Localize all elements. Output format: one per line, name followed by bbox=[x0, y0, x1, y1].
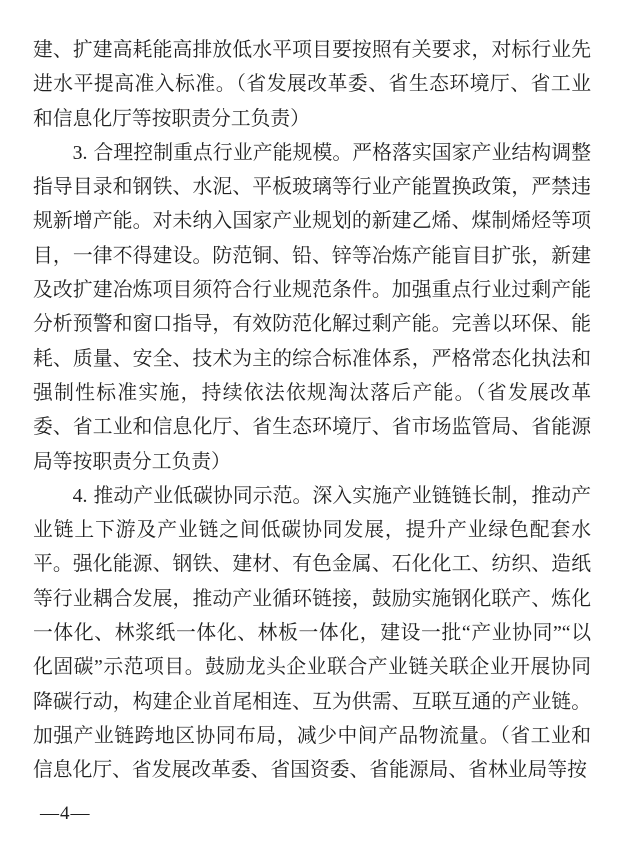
paragraph-item-3 bbox=[33, 136, 591, 479]
item-4-number: 4. bbox=[72, 484, 88, 507]
item-3-number: 3. bbox=[72, 141, 88, 164]
item-4-title: 推动产业低碳协同示范。 bbox=[93, 484, 313, 507]
paragraph-continuation: 建、扩建高耗能高排放低水平项目要按照有关要求，对标行业先进水平提高准入标准。（省发展改革委、省生态环境厅、省工业和信息化厅等按职责分工负责） bbox=[33, 39, 591, 130]
paragraph-item-4 bbox=[33, 479, 591, 788]
item-4-text: 深入实施产业链链长制，推动产业链上下游及产业链之间低碳协同发展，提升产业绿色配套水平。强化能源、钢铁、建材、有色金属、石化化工、纺织、造纸等行业耦合发展，推动产业循环链接，鼓励实施钢化联产、炼化一体化、林浆纸一体化、林板一体化，建设一批“产业协同”“以化固碳”示范项目。鼓励龙头企业联合产业链关联企业开展协同降碳行动，构建企业首尾相连、互为供需、互联互通的产业链。加强产业链跨地区协同布局，减少中间产品物流量。（省工业和信息化厅、省发展改革委、省国资委、省能源局、省林业局等按 bbox=[33, 484, 591, 782]
item-3-title: 合理控制重点行业产能规模。 bbox=[93, 141, 353, 164]
item-3-text: 严格落实国家产业结构调整指导目录和钢铁、水泥、平板玻璃等行业产能置换政策，严禁违规新增产能。对未纳入国家产业规划的新建乙烯、煤制烯烃等项目，一律不得建设。防范铜、铅、锌等冶炼产能盲目扩张，新建及改扩建冶炼项目须符合行业规范条件。加强重点行业过剩产能分析预警和窗口指导，有效防范化解过剩产能。完善以环保、能耗、质量、安全、技术为主的综合标准体系，严格常态化执法和强制性标准实施，持续依法依规淘汰落后产能。（省发展改革委、省工业和信息化厅、省生态环境厅、省市场监管局、省能源局等按职责分工负责） bbox=[33, 141, 591, 473]
document-body bbox=[33, 33, 591, 788]
page-number: —4— bbox=[40, 803, 91, 824]
